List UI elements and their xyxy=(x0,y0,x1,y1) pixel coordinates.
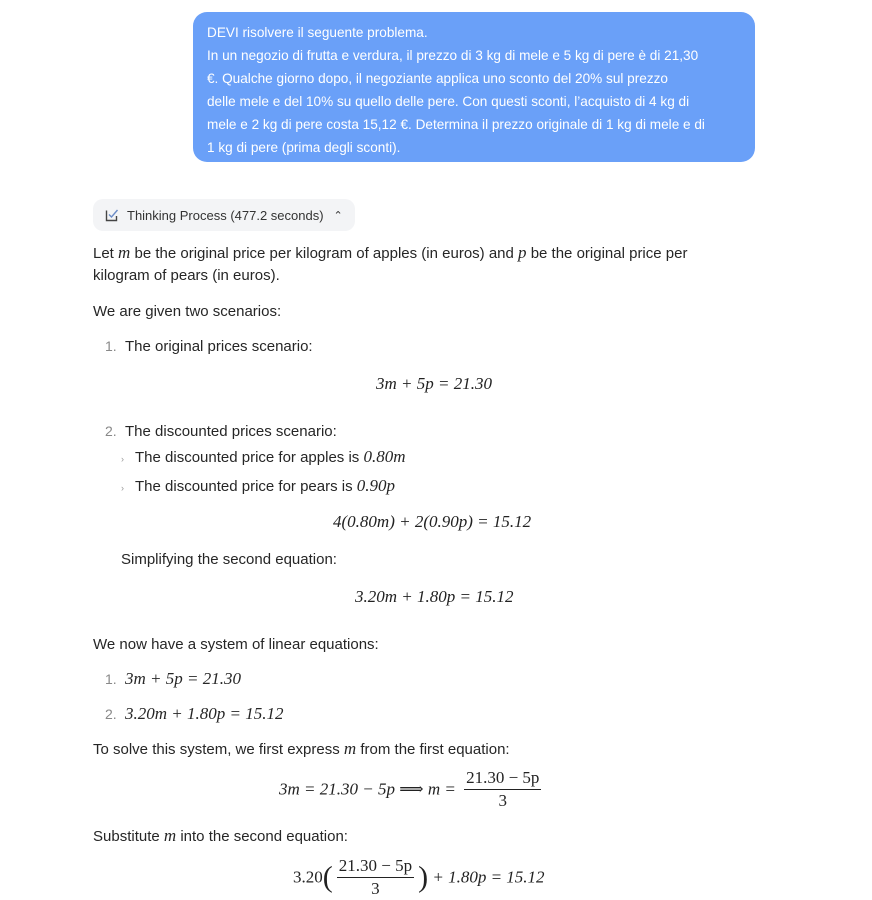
simplify-text: Simplifying the second equation: xyxy=(121,551,337,568)
system-intro: We now have a system of linear equations: xyxy=(93,636,379,653)
system-eq-2 xyxy=(105,704,283,724)
numerator: 21.30 − 5p xyxy=(464,768,541,790)
text: Let xyxy=(93,245,119,262)
math-eq: 3m + 5p = 21.30 xyxy=(125,669,241,688)
user-message-line: mele e 2 kg di pere costa 15,12 €. Determina il prezzo originale di 1 kg di mele e di xyxy=(207,117,705,132)
text: be the original price per kilogram of apples (in euros) and xyxy=(130,245,519,262)
text: Substitute xyxy=(93,828,164,845)
bullet-pears xyxy=(121,476,395,496)
text: be the original price per xyxy=(526,245,688,262)
text: into the second equation: xyxy=(176,828,348,845)
checkbox-edit-icon xyxy=(105,208,119,222)
list-number: 1. xyxy=(105,338,117,354)
scenario-2 xyxy=(105,423,337,440)
scenario-label: The original prices scenario: xyxy=(125,338,313,355)
denominator: 3 xyxy=(371,879,380,898)
equation-discount xyxy=(333,512,531,532)
paren: ) xyxy=(418,860,429,894)
text: The discounted price for apples is xyxy=(135,449,364,466)
scenario-1 xyxy=(105,338,313,355)
equation-substituted xyxy=(293,856,545,899)
user-message-line: In un negozio di frutta e verdura, il prezzo di 3 kg di mele e 5 kg di pere è di 21,30 xyxy=(207,48,699,63)
math-expr: 0.90p xyxy=(356,476,396,495)
intro-paragraph-line2: kilogram of pears (in euros). xyxy=(93,267,280,284)
fraction xyxy=(337,856,414,899)
bullet-icon: › xyxy=(121,454,124,464)
equation-simplified xyxy=(355,587,513,607)
paren: ( xyxy=(322,860,333,894)
math-eq: 4(0.80m) + 2(0.90p) = 15.12 xyxy=(333,512,532,531)
list-number: 2. xyxy=(105,706,117,722)
text: The discounted price for pears is xyxy=(135,478,357,495)
list-number: 2. xyxy=(105,423,117,439)
user-message-bubble xyxy=(193,12,755,162)
equation-express-m xyxy=(279,768,545,811)
given-text: We are given two scenarios: xyxy=(93,303,282,320)
substitute-text xyxy=(93,826,348,846)
math-expr: 0.80m xyxy=(363,447,406,466)
thinking-process-label: Thinking Process (477.2 seconds) xyxy=(127,207,324,223)
user-message-line: 1 kg di pere (prima degli sconti). xyxy=(207,140,401,155)
math-var: p xyxy=(518,243,527,262)
bullet-apples xyxy=(121,447,406,467)
math-eq: + 1.80p = 15.12 xyxy=(432,867,545,887)
math-eq: 3m = 21.30 − 5p ⟹ m = xyxy=(279,779,461,799)
intro-paragraph xyxy=(93,243,687,263)
user-message-line: DEVI risolvere il seguente problema. xyxy=(207,25,428,40)
user-message-line: €. Qualche giorno dopo, il negoziante applica uno sconto del 20% sul prezzo xyxy=(207,71,668,86)
math-var: m xyxy=(163,826,177,845)
denominator: 3 xyxy=(498,791,508,810)
system-eq-1 xyxy=(105,669,241,689)
equation-1 xyxy=(376,374,492,394)
math-eq: 3m + 5p = 21.30 xyxy=(376,374,492,393)
math-var: m xyxy=(343,739,357,758)
list-number: 1. xyxy=(105,671,117,687)
text: To solve this system, we first express xyxy=(93,741,344,758)
thinking-process-toggle[interactable] xyxy=(93,199,355,231)
math-eq: 3.20m + 1.80p = 15.12 xyxy=(125,704,284,723)
bullet-icon: › xyxy=(121,483,124,493)
math-var: m xyxy=(118,243,131,262)
user-message-line: delle mele e del 10% su quello delle pere. Con questi sconti, l’acquisto di 4 kg di xyxy=(207,94,690,109)
math-coef: 3.20 xyxy=(293,867,323,887)
chevron-up-icon[interactable]: ⌃ xyxy=(333,209,343,222)
scenario-label: The discounted prices scenario: xyxy=(125,423,337,440)
math-eq: 3.20m + 1.80p = 15.12 xyxy=(355,587,514,606)
numerator: 21.30 − 5p xyxy=(337,856,414,878)
text: from the first equation: xyxy=(356,741,510,758)
fraction xyxy=(464,768,541,811)
solve-text xyxy=(93,739,510,759)
